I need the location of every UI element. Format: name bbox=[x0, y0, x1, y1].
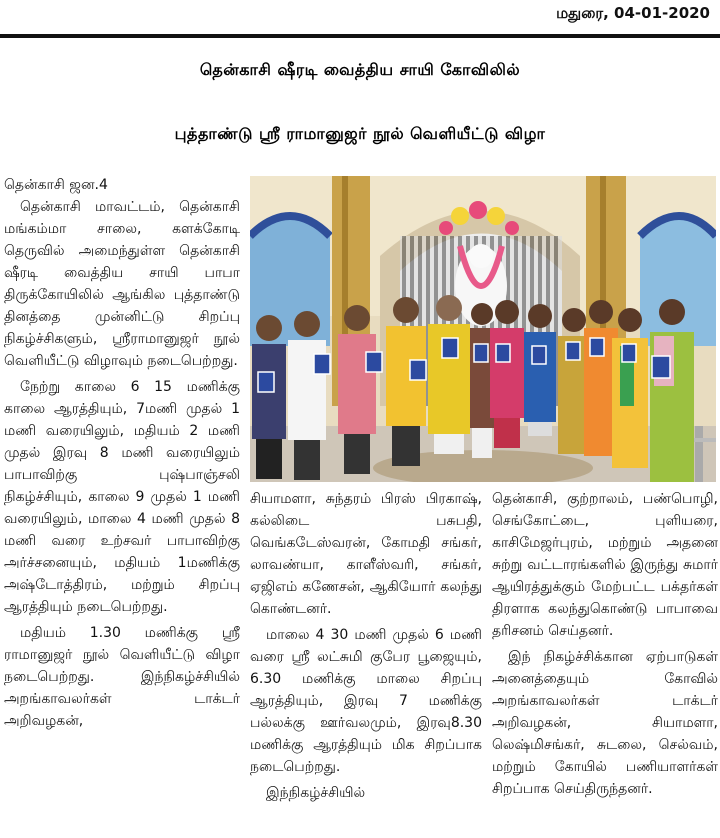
article-paragraph: தென்காசி ஜன.4 bbox=[4, 177, 108, 193]
dateline: மதுரை, 04-01-2020 bbox=[556, 4, 710, 22]
headline-line-1: தென்காசி ஷீரடி வைத்திய சாயி கோவிலில் bbox=[199, 60, 521, 79]
article-paragraph: நேற்று காலை 6 15 மணிக்கு காலை ஆரத்தியும், 7மணி முதல் 1 மணி வரையிலும், மதியம் 2 மணி முதல் இரவு 8 மணி வரையிலும் பாபாவிற்கு புஷ்பாஞ்சலி நிகழ்ச்சியும், காலை 9 முதல் 1 மணி வரையிலும், மாலை 4 மணி முதல் 8 மணி வரை உற்சவர் பாபாவிற்கு அர்ச்சனையும், மதியம் 1மணிக்கு அஷ்டோத்திரம், மற்றும் சிறப்பு ஆரத்தியும் நடைபெற்றது. bbox=[4, 379, 240, 615]
article-column-1 bbox=[4, 174, 240, 838]
event-photo-illustration bbox=[250, 176, 716, 482]
event-photo bbox=[250, 176, 716, 482]
article-column-2 bbox=[250, 488, 482, 838]
article-paragraph: சியாமளா, சுந்தரம் பிரஸ் பிரகாஷ், கல்லிடை பசுபதி, வெங்கடேஸ்வரன், கோமதி சங்கர், லாவண்யா, காளீஸ்வரி, சங்கர், ஏஜிஎம் கணேசன், ஆகியோர் கலந்து கொண்டனர். bbox=[250, 491, 482, 617]
article-column-3 bbox=[492, 488, 718, 838]
article-paragraph: தென்காசி, குற்றாலம், பண்பொழி, செங்கோட்டை, புளியரை, காசிமேஜர்புரம், மற்றும் அதனை சுற்று வட்டாரங்களில் இருந்து சுமார் ஆயிரத்துக்கும் மேற்பட்ட பக்தர்கள் திரளாக கலந்துகொண்டு பாபாவை தரிசனம் செய்தனர். bbox=[492, 491, 718, 639]
article-paragraph: தென்காசி மாவட்டம், தென்காசி மங்கம்மா சாலை, களக்கோடி தெருவில் அமைந்துள்ள தென்காசி ஷீரடி வைத்திய சாயி பாபா திருக்கோயிலில் ஆங்கில புத்தாண்டு தினத்தை முன்னிட்டு சிறப்பு நிகழ்ச்சிகளும், ஸ்ரீராமானுஜர் நூல் வெளியீட்டு விழாவும் நடைபெற்றது. bbox=[4, 199, 240, 369]
article-paragraph: மதியம் 1.30 மணிக்கு ஸ்ரீ ராமானுஜர் நூல் வெளியீட்டு விழா நடைபெற்றது. இந்நிகழ்ச்சியில் அறங்காவலர்கள் டாக்டர் அறிவழகன், bbox=[4, 625, 240, 729]
article-paragraph: இந்நிகழ்ச்சியில் bbox=[266, 785, 366, 801]
header-rule bbox=[0, 34, 720, 38]
article-paragraph: இந் நிகழ்ச்சிக்கான ஏற்பாடுகள் அனைத்தையும் கோவில் அறங்காவலர்கள் டாக்டர் அறிவழகன், சியாமளா, லெஷ்மிசங்கர், சுடலை, செல்வம், மற்றும் கோயில் பணியாளர்கள் சிறப்பாக செய்திருந்தனர். bbox=[492, 649, 718, 797]
headline-line-2: புத்தாண்டு ஸ்ரீ ராமானுஜர் நூல் வெளியீட்டு விழா bbox=[174, 124, 546, 143]
article-paragraph: மாலை 4 30 மணி முதல் 6 மணி வரை ஸ்ரீ லட்சுமி குபேர பூஜையும், 6.30 மணிக்கு மாலை சிறப்பு ஆரத்தியும், இரவு 7 மணிக்கு பல்லக்கு ஊர்வலமும், இரவு8.30 மணிக்கு ஆரத்தியும் மிக சிறப்பாக நடைபெற்றது. bbox=[250, 627, 482, 775]
